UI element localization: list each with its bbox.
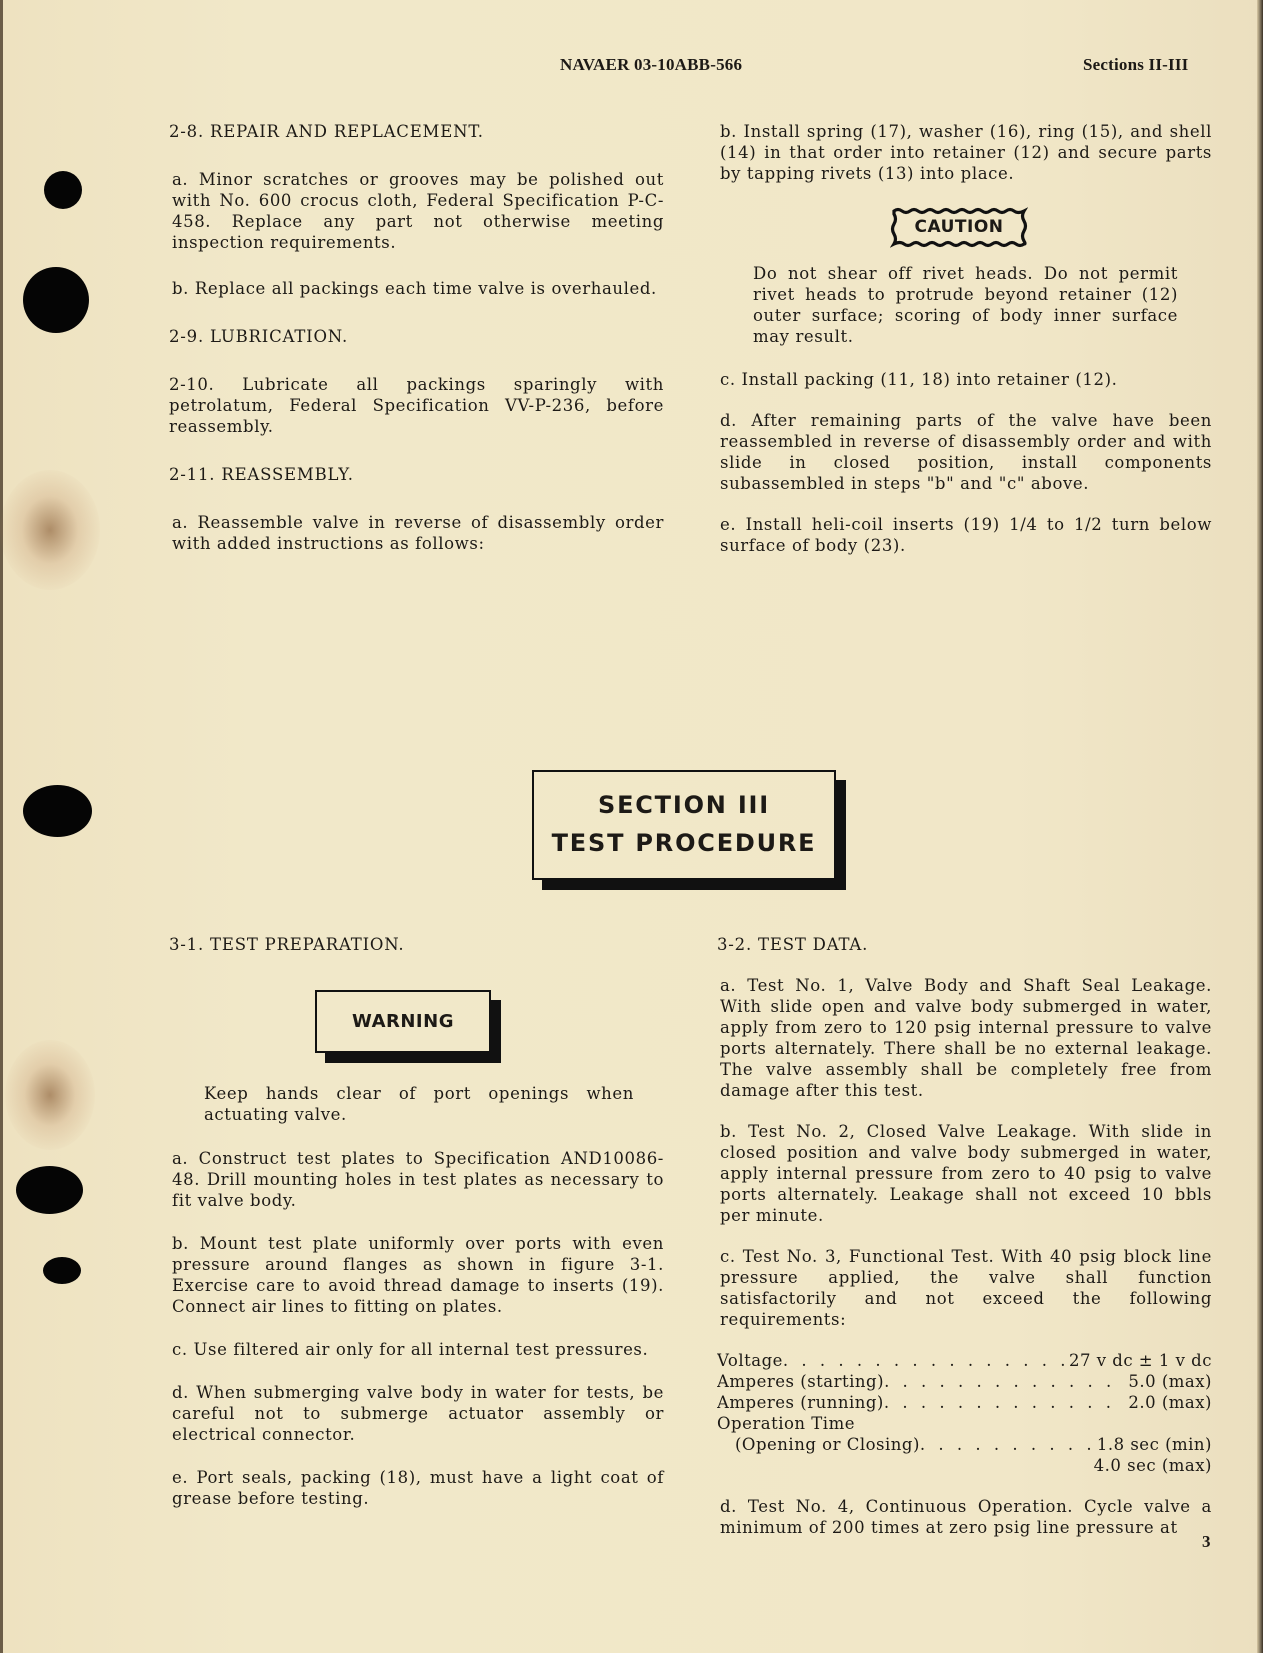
- heading-2-11: 2-11. REASSEMBLY.: [169, 465, 354, 484]
- leader-dots: [884, 1371, 1124, 1392]
- right-column-top: [717, 121, 1212, 184]
- spec-row: [717, 1434, 1212, 1455]
- paragraph-3-2-d: d. Test No. 4, Continuous Operation. Cycle valve a minimum of 200 times at zero psig line pressure at: [720, 1497, 1212, 1537]
- paragraph-3-2-c: c. Test No. 3, Functional Test. With 40 psig block line pressure applied, the valve shall function satisfactorily and not exceed the following requirements:: [720, 1247, 1212, 1329]
- punch-hole-icon: [23, 785, 92, 837]
- spec-label: (Opening or Closing): [735, 1435, 920, 1454]
- paragraph-2-11-c: c. Install packing (11, 18) into retainer (12).: [720, 370, 1118, 389]
- paragraph-2-10: 2-10. Lubricate all packings sparingly with petrolatum, Federal Specification VV-P-236, before reassembly.: [169, 375, 664, 436]
- paragraph-3-1-c: c. Use filtered air only for all internal test pressures.: [172, 1340, 649, 1359]
- warning-label: WARNING: [352, 1011, 454, 1032]
- caution-box: [890, 207, 1028, 248]
- punch-hole-icon: [23, 267, 89, 333]
- right-column-top-continued: [717, 369, 1212, 556]
- left-column-top: [169, 121, 664, 554]
- leader-dots: [920, 1434, 1093, 1455]
- spec-label: Amperes (starting): [717, 1372, 885, 1391]
- caution-text: Do not shear off rivet heads. Do not permit rivet heads to protrude beyond retainer (12) outer surface; scoring of body inner surface may result.: [753, 264, 1178, 346]
- leader-dots: [783, 1350, 1065, 1371]
- heading-3-1: 3-1. TEST PREPARATION.: [169, 935, 405, 954]
- heading-3-2: 3-2. TEST DATA.: [717, 935, 869, 954]
- paragraph-2-8-b: b. Replace all packings each time valve is overhauled.: [172, 279, 657, 298]
- paragraph-2-11-d: d. After remaining parts of the valve have been reassembled in reverse of disassembly order and with slide in closed position, install components subassembled in steps "b" and "c" above.: [720, 411, 1212, 493]
- paragraph-3-2-a: a. Test No. 1, Valve Body and Shaft Seal Leakage. With slide open and valve body submerged in water, apply from zero to 120 psig internal pressure to valve ports alternately. There shall be no external leakage. The valve assembly shall be completely free from damage after this test.: [720, 976, 1212, 1100]
- spec-value: 2.0 (max): [1128, 1393, 1212, 1412]
- page-number: 3: [1202, 1532, 1211, 1551]
- page-left-edge: [0, 0, 3, 1653]
- caution-text-block: [753, 263, 1178, 347]
- spec-row: [717, 1392, 1212, 1413]
- spec-label: Operation Time: [717, 1414, 855, 1433]
- section-title: TEST PROCEDURE: [551, 829, 817, 857]
- spec-row: [717, 1371, 1212, 1392]
- spec-value: 5.0 (max): [1128, 1372, 1212, 1391]
- paper-stain: [0, 470, 100, 590]
- warning-text: Keep hands clear of port openings when actuating valve.: [204, 1084, 634, 1124]
- paragraph-2-8-a: a. Minor scratches or grooves may be polished out with No. 600 crocus cloth, Federal Specification P-C-458. Replace any part not otherwise meeting inspection requirements.: [172, 170, 664, 252]
- paragraph-3-2-b: b. Test No. 2, Closed Valve Leakage. With slide in closed position and valve body submerged in water, apply internal pressure from zero to 40 psig to valve ports alternately. Leakage shall not exceed 10 bbls per minute.: [720, 1122, 1212, 1225]
- spec-label: Amperes (running): [717, 1393, 884, 1412]
- spec-value: 1.8 sec (min): [1096, 1435, 1212, 1454]
- spec-value: 27 v dc ± 1 v dc: [1068, 1351, 1212, 1370]
- paragraph-3-1-b: b. Mount test plate uniformly over ports with even pressure around flanges as shown in figure 3-1. Exercise care to avoid thread damage to inserts (19). Connect air lines to fitting on plates.: [172, 1234, 664, 1316]
- punch-hole-icon: [44, 171, 82, 209]
- left-column-bottom-continued: [169, 1148, 664, 1509]
- warning-box: [315, 990, 491, 1053]
- paragraph-2-11-b: b. Install spring (17), washer (16), ring (15), and shell (14) in that order into retainer (12) and secure parts by tapping rivets (13) into place.: [720, 122, 1212, 183]
- spec-row: [717, 1455, 1212, 1476]
- paragraph-2-11-e: e. Install heli-coil inserts (19) 1/4 to 1/2 turn below surface of body (23).: [720, 515, 1212, 555]
- section-range: Sections II-III: [1083, 55, 1189, 74]
- section-number: SECTION III: [597, 791, 771, 819]
- paper-stain: [5, 1040, 95, 1150]
- spec-label: Voltage: [717, 1351, 783, 1370]
- caution-label: CAUTION: [914, 217, 1004, 237]
- spec-row: [717, 1413, 1212, 1434]
- warning-text-block: [204, 1083, 634, 1125]
- paragraph-3-1-d: d. When submerging valve body in water for tests, be careful not to submerge actuator assembly or electrical connector.: [172, 1383, 664, 1444]
- page-right-edge: [1257, 0, 1263, 1653]
- paragraph-3-1-a: a. Construct test plates to Specification AND10086-48. Drill mounting holes in test plates as necessary to fit valve body.: [172, 1149, 664, 1210]
- paragraph-3-1-e: e. Port seals, packing (18), must have a light coat of grease before testing.: [172, 1468, 664, 1508]
- requirements-table: [717, 1350, 1212, 1476]
- document-number: NAVAER 03-10ABB-566: [560, 55, 743, 74]
- paragraph-2-11-a: a. Reassemble valve in reverse of disassembly order with added instructions as follows:: [172, 513, 664, 553]
- punch-hole-icon: [16, 1166, 83, 1214]
- left-column-bottom: [169, 934, 664, 955]
- spec-value: 4.0 sec (max): [1093, 1456, 1212, 1475]
- spec-row: [717, 1350, 1212, 1371]
- section-banner: [532, 770, 836, 880]
- heading-2-9: 2-9. LUBRICATION.: [169, 327, 349, 346]
- heading-2-8: 2-8. REPAIR AND REPLACEMENT.: [169, 122, 484, 141]
- leader-dots: [884, 1392, 1124, 1413]
- punch-hole-icon: [43, 1257, 81, 1284]
- right-column-bottom: [717, 934, 1212, 1538]
